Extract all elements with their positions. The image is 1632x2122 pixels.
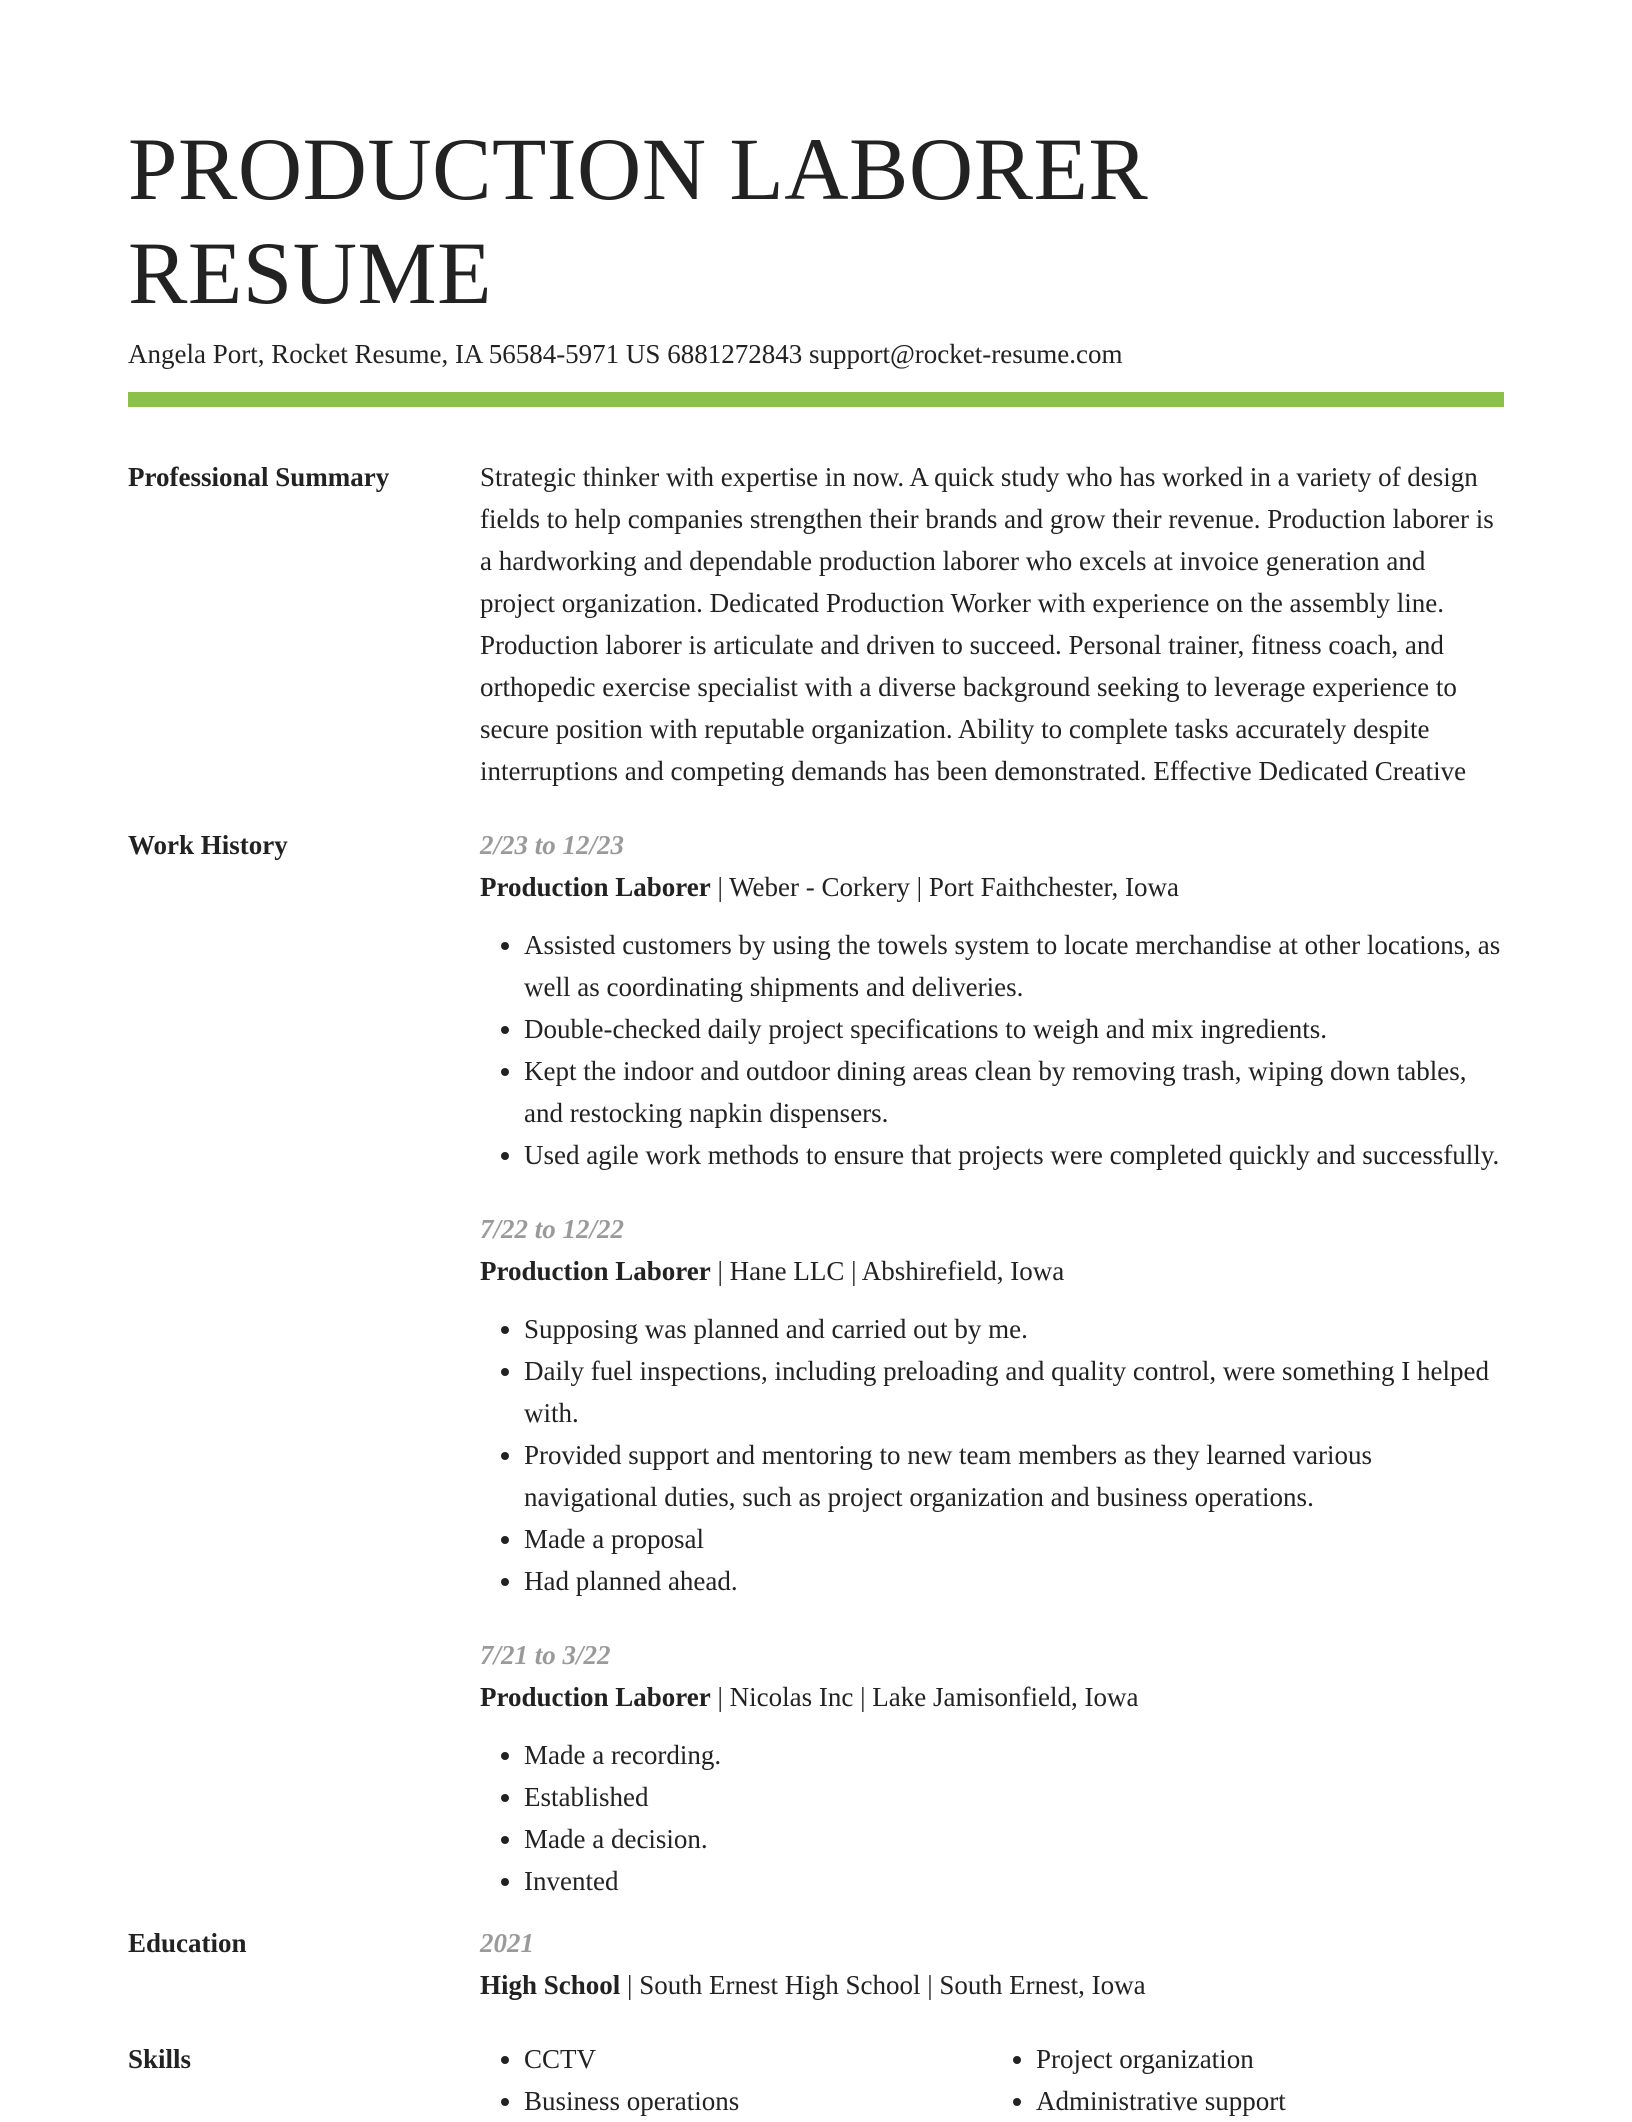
work-history-section bbox=[128, 824, 1504, 1902]
skills-section bbox=[128, 2038, 1504, 2122]
job-date: 2/23 to 12/23 bbox=[480, 830, 625, 860]
job-bullets bbox=[480, 924, 1504, 1176]
job-role bbox=[480, 1676, 1504, 1718]
education-entry bbox=[480, 1964, 1504, 2006]
contact-line: Angela Port, Rocket Resume, IA 56584-5971 US 6881272843 support@rocket-resume.com bbox=[128, 339, 1123, 369]
education-details: | South Ernest High School | South Ernest, Iowa bbox=[620, 1970, 1146, 2000]
job-bullet: • Established bbox=[524, 1776, 1504, 1818]
skill-item: • Business operations bbox=[524, 2080, 992, 2122]
skills-column-left bbox=[480, 2038, 992, 2122]
job-bullet: • Made a decision. bbox=[524, 1818, 1504, 1860]
job-details: | Nicolas Inc | Lake Jamisonfield, Iowa bbox=[710, 1682, 1139, 1712]
job-bullet: • Invented bbox=[524, 1860, 1504, 1902]
job-bullet: • Used agile work methods to ensure that projects were completed quickly and successfully. bbox=[524, 1134, 1504, 1176]
skill-item: • Project organization bbox=[1036, 2038, 1504, 2080]
skill-item: • Administrative support bbox=[1036, 2080, 1504, 2122]
job-role bbox=[480, 1250, 1504, 1292]
job-entry bbox=[480, 824, 1504, 1176]
education-degree: High School bbox=[480, 1970, 621, 2000]
job-role bbox=[480, 866, 1504, 908]
job-title: Production Laborer bbox=[480, 872, 711, 902]
header-divider bbox=[128, 392, 1504, 407]
education-heading: Education bbox=[128, 1928, 247, 1958]
job-entry bbox=[480, 1634, 1504, 1902]
skills-list bbox=[480, 2038, 1504, 2122]
skill-item: • CCTV bbox=[524, 2038, 992, 2080]
summary-section bbox=[128, 456, 1504, 792]
job-bullets bbox=[480, 1734, 1504, 1902]
job-bullet: • Made a proposal bbox=[524, 1518, 1504, 1560]
skills-heading: Skills bbox=[128, 2044, 192, 2074]
job-bullet: • Provided support and mentoring to new team members as they learned various navigational duties, such as project organization and business operations. bbox=[524, 1434, 1504, 1518]
job-bullet: • Had planned ahead. bbox=[524, 1560, 1504, 1602]
skills-column-right bbox=[992, 2038, 1504, 2122]
job-bullet: • Assisted customers by using the towels system to locate merchandise at other locations, as well as coordinating shipments and deliveries. bbox=[524, 924, 1504, 1008]
job-bullet: • Kept the indoor and outdoor dining areas clean by removing trash, wiping down tables, and restocking napkin dispensers. bbox=[524, 1050, 1504, 1134]
work-history-heading: Work History bbox=[128, 830, 288, 860]
job-bullet: • Double-checked daily project specifications to weigh and mix ingredients. bbox=[524, 1008, 1504, 1050]
job-bullet: • Made a recording. bbox=[524, 1734, 1504, 1776]
job-date: 7/21 to 3/22 bbox=[480, 1640, 611, 1670]
job-details: | Hane LLC | Abshirefield, Iowa bbox=[710, 1256, 1065, 1286]
summary-heading: Professional Summary bbox=[128, 462, 390, 492]
job-date: 7/22 to 12/22 bbox=[480, 1214, 625, 1244]
education-section bbox=[128, 1922, 1504, 2006]
job-bullets bbox=[480, 1308, 1504, 1602]
job-bullet: • Supposing was planned and carried out by me. bbox=[524, 1308, 1504, 1350]
job-title: Production Laborer bbox=[480, 1682, 711, 1712]
job-bullet: • Daily fuel inspections, including preloading and quality control, were something I helped with. bbox=[524, 1350, 1504, 1434]
job-details: | Weber - Corkery | Port Faithchester, Iowa bbox=[710, 872, 1179, 902]
summary-text: Strategic thinker with expertise in now. A quick study who has worked in a variety of design fields to help companies strengthen their brands and grow their revenue. Production laborer is a hardworking and dependable production laborer who excels at invoice generation and project organization. Dedicated Production Worker with experience on the assembly line. Production laborer is articulate and driven to succeed. Personal trainer, fitness coach, and orthopedic exercise specialist with a diverse background seeking to leverage experience to secure position with reputable organization. Ability to complete tasks accurately despite interruptions and competing demands has been demonstrated. Effective Dedicated Creative bbox=[480, 462, 1494, 786]
job-title: Production Laborer bbox=[480, 1256, 711, 1286]
education-date: 2021 bbox=[480, 1928, 534, 1958]
page-title: PRODUCTION LABORER RESUME bbox=[128, 121, 1149, 323]
job-entry bbox=[480, 1208, 1504, 1602]
